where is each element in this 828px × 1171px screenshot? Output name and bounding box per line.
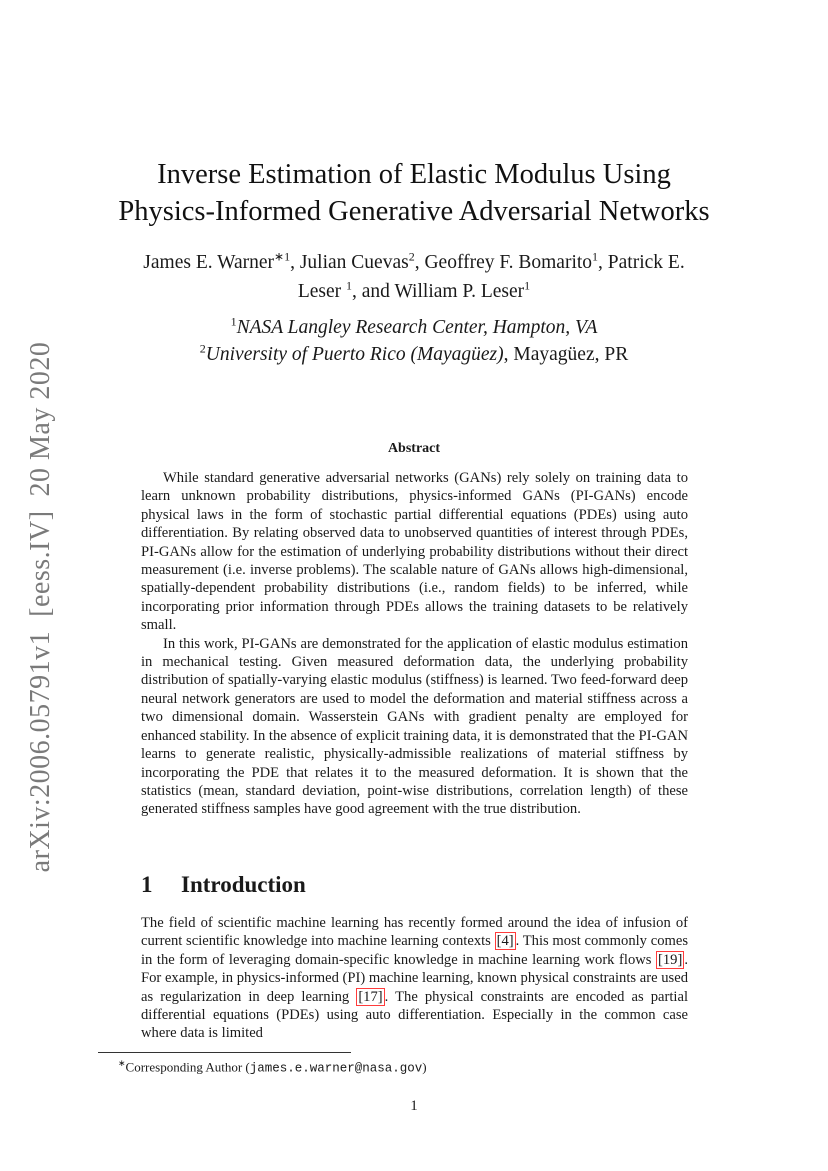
- affiliation-2: [100, 341, 728, 368]
- author-name: Julian Cuevas: [299, 252, 409, 273]
- footnote-text: Corresponding Author (: [125, 1059, 250, 1075]
- footnote: [118, 1058, 427, 1075]
- intro-text: . For example, in physics-informed (PI) machine learning, known physical constraints are used as regularization in deep learning: [141, 951, 688, 1005]
- paper-title: [90, 156, 738, 230]
- author-affil-mark: 1: [524, 278, 531, 293]
- citation-link[interactable]: [17]: [358, 988, 383, 1005]
- abstract-paragraph-2: In this work, PI-GANs are demonstrated for the application of elastic modulus estimation in mechanical testing. Given measured deformation data, the underlying probability distribution of spatially-varying elastic modulus (stiffness) is learned. Two feed-forward deep neural network generators are used to model the deformation and material stiffness across a two dimensional domain. Wasserstein GANs with gradient penalty are employed for enhanced stability. In the absence of explicit training data, it is demonstrated that the PI-GAN learns to generate realistic, physically-admissible realizations of material stiffness by incorporating the PDE that relates it to the measured deformation. It is shown that the statistics (mean, standard deviation, point-wise distributions, correlation length) of these generated stiffness samples have good agreement with the true distribution.: [141, 635, 688, 818]
- author-name: Leser: [297, 281, 342, 302]
- affil-mark: 1: [230, 314, 237, 329]
- affil-location: , Mayagüez, PR: [503, 344, 629, 365]
- arxiv-id: arXiv:2006.05791v1: [25, 630, 56, 873]
- intro-paragraph: [141, 914, 688, 1043]
- intro-text: . This most commonly comes in the form of leveraging domain-specific knowledge in machine learning work flows: [141, 933, 688, 968]
- author-name: William P. Leser: [394, 281, 525, 302]
- author-list: [100, 248, 728, 306]
- abstract-paragraph-1: While standard generative adversarial networks (GANs) rely solely on training data to learn unknown probability distributions, physics-informed GANs (PI-GANs) encode physical laws in the form of stochastic partial differential equations (PDEs) using auto differentiation. By relating observed data to unobserved quantities of interest through PDEs, PI-GANs allow for the estimation of underlying probability distributions without their direct measurement (i.e. inverse problems). The scalable nature of GANs allows high-dimensional, spatially-dependent probability distributions (i.e., random fields) to be inferred, while incorporating prior information through PDEs allows the training datasets to be relatively small.: [141, 470, 688, 634]
- abstract-body: [141, 469, 688, 819]
- title-line-2: Physics-Informed Generative Adversarial Networks: [118, 196, 710, 227]
- author-name: Patrick E.: [607, 252, 685, 273]
- abstract-heading: Abstract: [387, 441, 441, 456]
- affil-name: University of Puerto Rico (Mayagüez): [205, 344, 504, 365]
- author-affil-mark: 2: [408, 249, 415, 264]
- author-line-1: James E. Warner$^{∗1}$, Julian Cuevas$^2$, Geoffrey F. Bomarito$^1$, Patrick E.: [143, 249, 685, 273]
- author-affil-mark: 1: [346, 278, 352, 293]
- page-number: 1: [410, 1098, 418, 1114]
- citation-link[interactable]: [19]: [658, 951, 683, 968]
- affiliations: [100, 314, 728, 368]
- author-line-2: [100, 277, 728, 306]
- intro-text: . The physical constraints are encoded as partial differential equations (PDEs) using auto differentiation. Especially in the common case where data is limited: [141, 988, 688, 1042]
- affil-mark: 2: [199, 341, 206, 356]
- author-affil-mark: 1: [592, 249, 599, 264]
- title-line-1: Inverse Estimation of Elastic Modulus Using: [157, 159, 671, 190]
- footnote-close: ): [422, 1059, 427, 1075]
- author-affil-mark: ∗1: [274, 249, 291, 264]
- citation-link[interactable]: [4]: [496, 933, 514, 950]
- section-title: Introduction: [181, 872, 306, 897]
- corresponding-email: james.e.warner@nasa.gov: [249, 1061, 423, 1076]
- footnote-mark: ∗: [118, 1058, 126, 1068]
- section-heading-introduction: [141, 872, 306, 898]
- author-conjunction: , and: [352, 281, 390, 302]
- arxiv-date: 20 May 2020: [25, 341, 56, 497]
- arxiv-side-stamp: [25, 342, 57, 873]
- intro-text: The field of scientific machine learning has recently formed around the idea of infusion of current scientific knowledge into machine learning contexts: [141, 915, 688, 950]
- author-name: James E. Warner: [143, 252, 275, 273]
- arxiv-category: [eess.IV]: [25, 510, 56, 617]
- affil-name: NASA Langley Research Center, Hampton, VA: [236, 317, 598, 338]
- section-number: 1: [141, 872, 153, 897]
- introduction-body: [141, 914, 688, 1043]
- author-name: Geoffrey F. Bomarito: [424, 252, 593, 273]
- footnote-rule: [98, 1052, 351, 1053]
- affiliation-1: [100, 314, 728, 341]
